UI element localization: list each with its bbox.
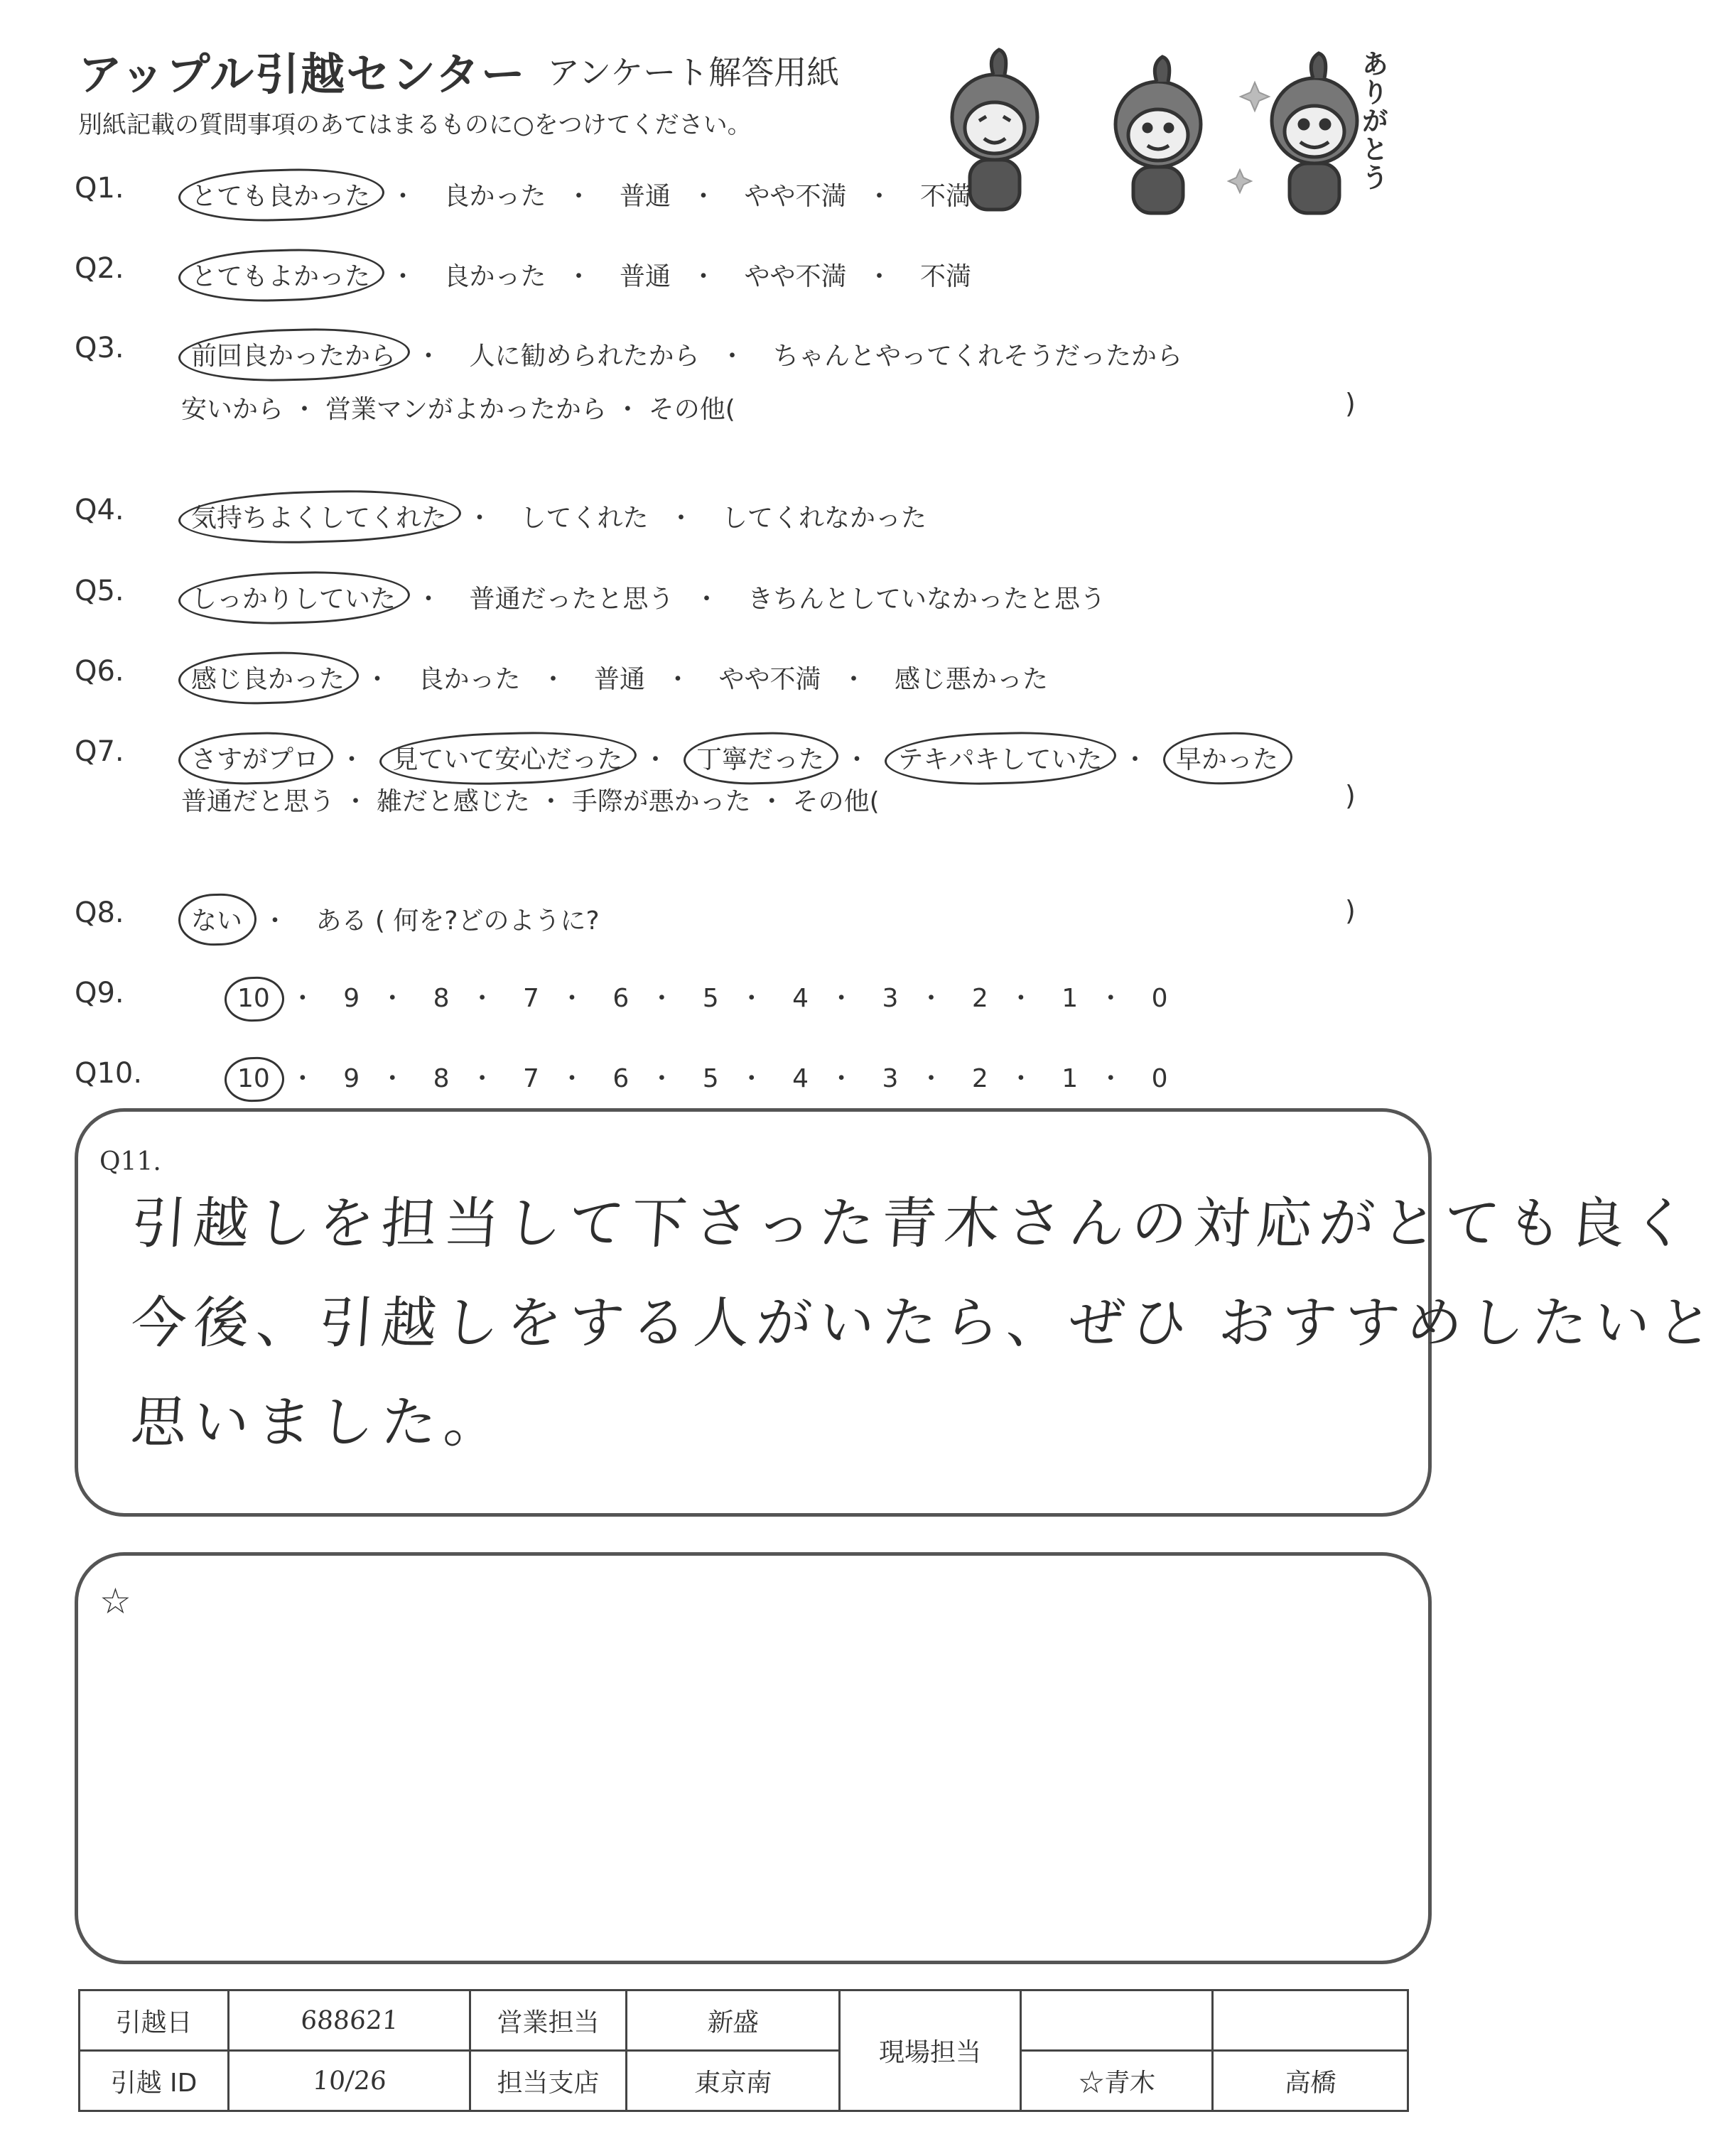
option[interactable]: 普通 (619, 262, 671, 291)
q3-options-line2: 安いから ・ 営業マンがよかったから ・ その他( (181, 395, 735, 424)
score-option[interactable]: 9 (343, 984, 360, 1013)
star-label: ☆ (99, 1581, 131, 1622)
question-row-q7 (0, 727, 1528, 776)
score-option[interactable]: 0 (1151, 1064, 1168, 1093)
option-selected[interactable]: ない (181, 898, 252, 940)
question-row-q4 (0, 485, 1528, 535)
question-number: Q9. (75, 977, 124, 1009)
option[interactable]: きちんとしていなかったと思う (747, 585, 1106, 614)
instruction-text: 別紙記載の質問事項のあてはまるものに○をつけてください。 (78, 111, 752, 139)
option[interactable]: 良かった (418, 665, 521, 694)
option[interactable]: 普通だったと思う (469, 585, 674, 614)
score-option[interactable]: 3 (882, 984, 899, 1013)
question-number: Q2. (75, 252, 124, 285)
option[interactable]: 良かった (443, 262, 546, 291)
score-option[interactable]: 2 (971, 984, 988, 1013)
score-option[interactable]: 5 (702, 984, 719, 1013)
score-option[interactable]: 0 (1151, 984, 1168, 1013)
option[interactable]: 良かった (443, 182, 546, 211)
option-selected[interactable]: 前回良かったから (181, 333, 406, 375)
score-option[interactable]: 8 (433, 984, 450, 1013)
score-options: 10 ・ 9 ・ 8 ・ 7 ・ 6 ・ 5 ・ 4 ・ 3 ・ 2 ・ 1 ・ 0 (227, 978, 1178, 1016)
options: ない ・ ある ( 何を?どのように? (181, 898, 610, 940)
q3-close-paren: ) (1345, 388, 1356, 419)
question-number: Q8. (75, 896, 124, 929)
q11-handwriting-line-3: 思いました。 (129, 1391, 509, 1455)
score-option[interactable]: 4 (792, 1064, 809, 1093)
question-number: Q1. (75, 172, 124, 205)
options: 感じ良かった ・ 良かった ・ 普通 ・ やや不満 ・ 感じ悪かった (181, 656, 1058, 698)
option-selected[interactable]: とてもよかった (181, 254, 380, 296)
q7-close-paren: ) (1345, 780, 1356, 811)
option-selected[interactable]: テキパキしていた (887, 737, 1112, 779)
form-title: アップル引越センター (78, 48, 526, 100)
score-option[interactable]: 6 (612, 1064, 630, 1093)
score-option[interactable]: 9 (343, 1064, 360, 1093)
branch-label: 担当支店 (470, 2051, 627, 2111)
question-row-q1 (0, 163, 1528, 213)
branch-value[interactable]: 東京南 (625, 2051, 842, 2111)
option[interactable]: 不満 (919, 262, 971, 291)
q11-handwriting-line-2: 今後、引越しをする人がいたら、ぜひ おすすめしたいと (129, 1291, 1722, 1355)
q7-options-line2: 普通だと思う ・ 雑だと感じた ・ 手際が悪かった ・ その他( (181, 787, 880, 816)
q11-label: Q11. (99, 1147, 161, 1176)
score-selected[interactable]: 10 (227, 981, 280, 1016)
option-selected[interactable]: しっかりしていた (181, 576, 406, 618)
question-row-q10 (0, 1049, 1528, 1098)
sales-staff-value[interactable]: 新盛 (625, 1990, 842, 2051)
option[interactable]: やや不満 (744, 182, 847, 211)
question-number: Q7. (75, 735, 124, 768)
option[interactable]: ある ( 何を?どのように? (315, 906, 600, 936)
q8-close-paren: ) (1345, 895, 1356, 926)
question-row-q8 (0, 888, 1528, 938)
score-option[interactable]: 7 (523, 1064, 539, 1093)
option-selected[interactable]: 気持ちよくしてくれた (181, 495, 457, 537)
score-selected[interactable]: 10 (227, 1061, 280, 1096)
star-comment-box[interactable] (75, 1552, 1432, 1964)
score-option[interactable]: 8 (433, 1064, 450, 1093)
option[interactable]: 感じ悪かった (894, 665, 1048, 694)
option-selected[interactable]: さすがプロ (181, 737, 329, 779)
score-option[interactable]: 4 (792, 984, 809, 1013)
move-id-label: 引越 ID (80, 2051, 229, 2111)
site-staff-1[interactable]: ☆青木 (1019, 2051, 1215, 2111)
option[interactable]: やや不満 (718, 665, 821, 694)
options: さすがプロ ・ 見ていて安心だった ・ 丁寧だった ・ テキパキしていた ・ 早かった (181, 737, 1288, 779)
score-option[interactable]: 2 (971, 1064, 988, 1093)
options: 前回良かったから ・ 人に勧められたから ・ ちゃんとやってくれそうだったから (181, 333, 1192, 375)
question-number: Q3. (75, 332, 124, 364)
options: 気持ちよくしてくれた ・ してくれた ・ してくれなかった (181, 495, 936, 537)
option-selected[interactable]: とても良かった (181, 173, 380, 215)
score-option[interactable]: 1 (1062, 1064, 1079, 1093)
option[interactable]: 普通 (619, 182, 671, 211)
option[interactable]: やや不満 (744, 262, 847, 291)
option-selected[interactable]: 丁寧だった (686, 737, 834, 779)
thanks-text: ありがとう (1357, 50, 1388, 192)
option[interactable]: してくれなかった (721, 504, 927, 533)
score-option[interactable]: 1 (1062, 984, 1079, 1013)
move-date-label: 引越日 (80, 1990, 229, 2051)
score-option[interactable]: 3 (882, 1064, 899, 1093)
site-staff-2[interactable]: 高橋 (1211, 2051, 1410, 2111)
score-option[interactable]: 6 (612, 984, 630, 1013)
option-selected[interactable]: 見ていて安心だった (382, 737, 632, 779)
option[interactable]: ちゃんとやってくれそうだったから (772, 342, 1182, 371)
option-selected[interactable]: 感じ良かった (181, 656, 355, 698)
option[interactable]: 不満 (919, 182, 971, 211)
score-options: 10 ・ 9 ・ 8 ・ 7 ・ 6 ・ 5 ・ 4 ・ 3 ・ 2 ・ 1 ・ 0 (227, 1058, 1178, 1096)
option[interactable]: 人に勧められたから (469, 342, 700, 371)
question-number: Q10. (75, 1057, 143, 1090)
question-number: Q5. (75, 575, 124, 607)
question-number: Q4. (75, 494, 124, 526)
question-row-q6 (0, 646, 1528, 696)
options: とてもよかった ・ 良かった ・ 普通 ・ やや不満 ・ 不満 (181, 254, 981, 296)
score-option[interactable]: 7 (523, 984, 539, 1013)
question-row-q2 (0, 244, 1528, 293)
question-row-q9 (0, 968, 1528, 1018)
question-row-q3 (0, 323, 1528, 373)
sales-staff-label: 営業担当 (470, 1990, 627, 2051)
move-date-value[interactable]: 688621 (227, 1990, 472, 2051)
score-option[interactable]: 5 (702, 1064, 719, 1093)
form-subtitle: アンケート解答用紙 (547, 53, 840, 92)
option[interactable]: してくれた (520, 504, 649, 533)
q11-handwriting-line-1: 引越しを担当して下さった青木さんの対応がとても良く (129, 1192, 1697, 1256)
options: とても良かった ・ 良かった ・ 普通 ・ やや不満 ・ 不満 (181, 173, 981, 215)
move-id-value[interactable]: 10/26 (227, 2051, 472, 2111)
question-row-q5 (0, 566, 1528, 616)
option-selected[interactable]: 早かった (1166, 737, 1288, 779)
options: しっかりしていた ・ 普通だったと思う ・ きちんとしていなかったと思う (181, 576, 1116, 618)
q11-comment-box[interactable] (75, 1108, 1722, 1517)
option[interactable]: 普通 (593, 665, 645, 694)
site-staff-label: 現場担当 (840, 1990, 1021, 2111)
question-number: Q6. (75, 655, 124, 688)
info-table (78, 1989, 1409, 2112)
